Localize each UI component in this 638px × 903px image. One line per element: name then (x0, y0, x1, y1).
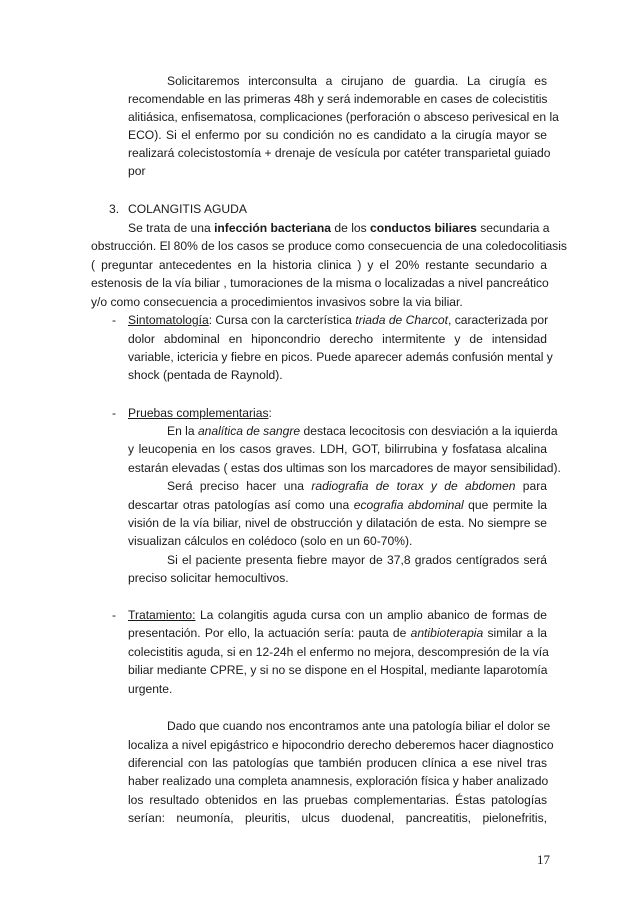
trat-line-4: biliar mediante CPRE, y si no se dispone en el Hospital, mediante laparotomía (128, 663, 548, 677)
sint-line-3: variable, ictericia y fiebre en picos. Puede aparecer además confusión mental y (128, 350, 553, 364)
s3-term-conductos: conductos biliares (370, 221, 477, 235)
p1-line-1: Solicitaremos interconsulta a cirujano de guardia. La cirugía es (167, 74, 547, 88)
tratamiento-label: Tratamiento: (128, 608, 196, 622)
trat-antibioterapia: antibioterapia (410, 626, 484, 640)
trat-line-3: colecistitis aguda, si en 12-24h el enfermo no mejora, descompresión de la vía (128, 645, 549, 659)
pruebas-line-5-a: descartar otras patologías así como una (128, 498, 354, 512)
trat-line-1 (128, 606, 547, 624)
trat-line-2-a: presentación. Por ello, la actuación sería: pauta de (128, 626, 411, 640)
pruebas-line-4-c: para (515, 479, 547, 493)
p1-line-5: realizará colecistostomía + drenaje de vesícula por catéter transparietal guiado (128, 146, 551, 160)
pruebas-line-5-c: que permite la (463, 498, 548, 512)
pruebas-line-1 (167, 422, 558, 440)
bullet-dash: - (112, 313, 117, 327)
pruebas-line-1-c: destaca lecocitosis con desviación a la iquierda (300, 424, 558, 438)
sint-line-1 (128, 311, 547, 329)
pruebas-line-8: Si el paciente presenta fiebre mayor de 37,8 grados centígrados será (167, 553, 547, 567)
s3-line-5: y/o como consecuencia a procedimientos invasivos sobre la via biliar. (91, 295, 463, 309)
trat-line-1-text: La colangitis aguda cursa con un amplio abanico de formas de (195, 608, 547, 622)
pruebas-line-1-a: En la (167, 424, 198, 438)
pruebas-line-6: visión de la vía biliar, nivel de obstrucción y dilatación de esta. No siempre se (128, 516, 547, 530)
s3-line-1-a: Se trata de una (128, 221, 215, 235)
s3-term-infeccion: infección bacteriana (214, 221, 332, 235)
sint-line-1-a: : Cursa con la carcterística (208, 313, 356, 327)
pruebas-label: Pruebas complementarias (128, 406, 269, 420)
bullet-dash: - (112, 608, 117, 622)
trat-line-5: urgente. (128, 682, 173, 696)
final-line-2: localiza a nivel epigástrico e hipocondrio derecho deberemos hacer diagnostico (128, 738, 554, 752)
pruebas-line-4 (167, 477, 547, 495)
s3-line-1-c: de los (331, 221, 371, 235)
pruebas-line-3: estarán elevadas ( estas dos ultimas son los marcadores de mayor sensibilidad). (128, 461, 561, 475)
final-line-3: diferencial con las patologías que también producen clínica a ese nivel tras (128, 756, 547, 770)
bullet-dash: - (112, 406, 117, 420)
sint-line-1-c: , caracterizada por (448, 313, 549, 327)
sint-line-2: dolor abdominal en hiponcondrio derecho intermitente y de intensidad (128, 332, 547, 346)
pruebas-heading (128, 404, 272, 422)
final-line-4: haber realizado una completa anamnesis, exploración física y haber analizado (128, 774, 549, 788)
pruebas-analitica: analítica de sangre (197, 424, 301, 438)
pruebas-line-7: visualizan cálculos en colédoco (solo en un 60-70%). (128, 534, 413, 548)
pruebas-line-9: preciso solicitar hemocultivos. (128, 571, 289, 585)
pruebas-colon: : (268, 406, 272, 420)
pruebas-line-2: y leucopenia en los casos graves. LDH, GOT, bilirrubina y fosfatasa alcalina (128, 442, 547, 456)
s3-line-2: obstrucción. El 80% de los casos se produce como consecuencia de una coledocolitiasis (91, 239, 567, 253)
pruebas-radiografia: radiografia de torax y de abdomen (311, 479, 516, 493)
trat-line-2 (128, 624, 547, 642)
final-line-1: Dado que cuando nos encontramos ante una patología biliar el dolor se (167, 719, 551, 733)
page-number: 17 (537, 852, 550, 867)
s3-line-4: estenosis de la vía biliar , tumoraciones de la misma o localizadas a nivel pancreático (91, 276, 549, 290)
p1-line-2: recomendable en las primeras 48h y será indemorable en cases de colecistitis (128, 92, 548, 106)
final-line-5: los resultado obtenidos en las pruebas complementarias. Éstas patologías (128, 793, 547, 807)
trat-line-2-c: similar a la (483, 626, 547, 640)
section-heading: COLANGITIS AGUDA (128, 202, 247, 216)
pruebas-ecografia: ecografia abdominal (353, 498, 464, 512)
sint-line-4: shock (pentada de Raynold). (128, 368, 283, 382)
section-number: 3. (109, 202, 120, 216)
p1-line-4: ECO). Si el enfermo por su condición no es candidato a la cirugía mayor se (128, 128, 547, 142)
sintomatologia-label: Sintomatología (128, 313, 209, 327)
p1-line-6: por (128, 164, 146, 178)
s3-line-1 (128, 219, 550, 237)
p1-line-3: alitiásica, enfisematosa, complicaciones (perforación o absceso perivesical en la (128, 110, 559, 124)
sint-triada: triada de Charcot (355, 313, 448, 327)
final-line-6: serían: neumonía, pleuritis, ulcus duodenal, pancreatitis, pielonefritis, (128, 811, 547, 825)
pruebas-line-4-a: Será preciso hacer una (167, 479, 312, 493)
pruebas-line-5 (128, 496, 547, 514)
s3-line-1-e: secundaria a (476, 221, 550, 235)
s3-line-3: ( preguntar antecedentes en la historia clinica ) y el 20% restante secundario a (91, 258, 547, 272)
